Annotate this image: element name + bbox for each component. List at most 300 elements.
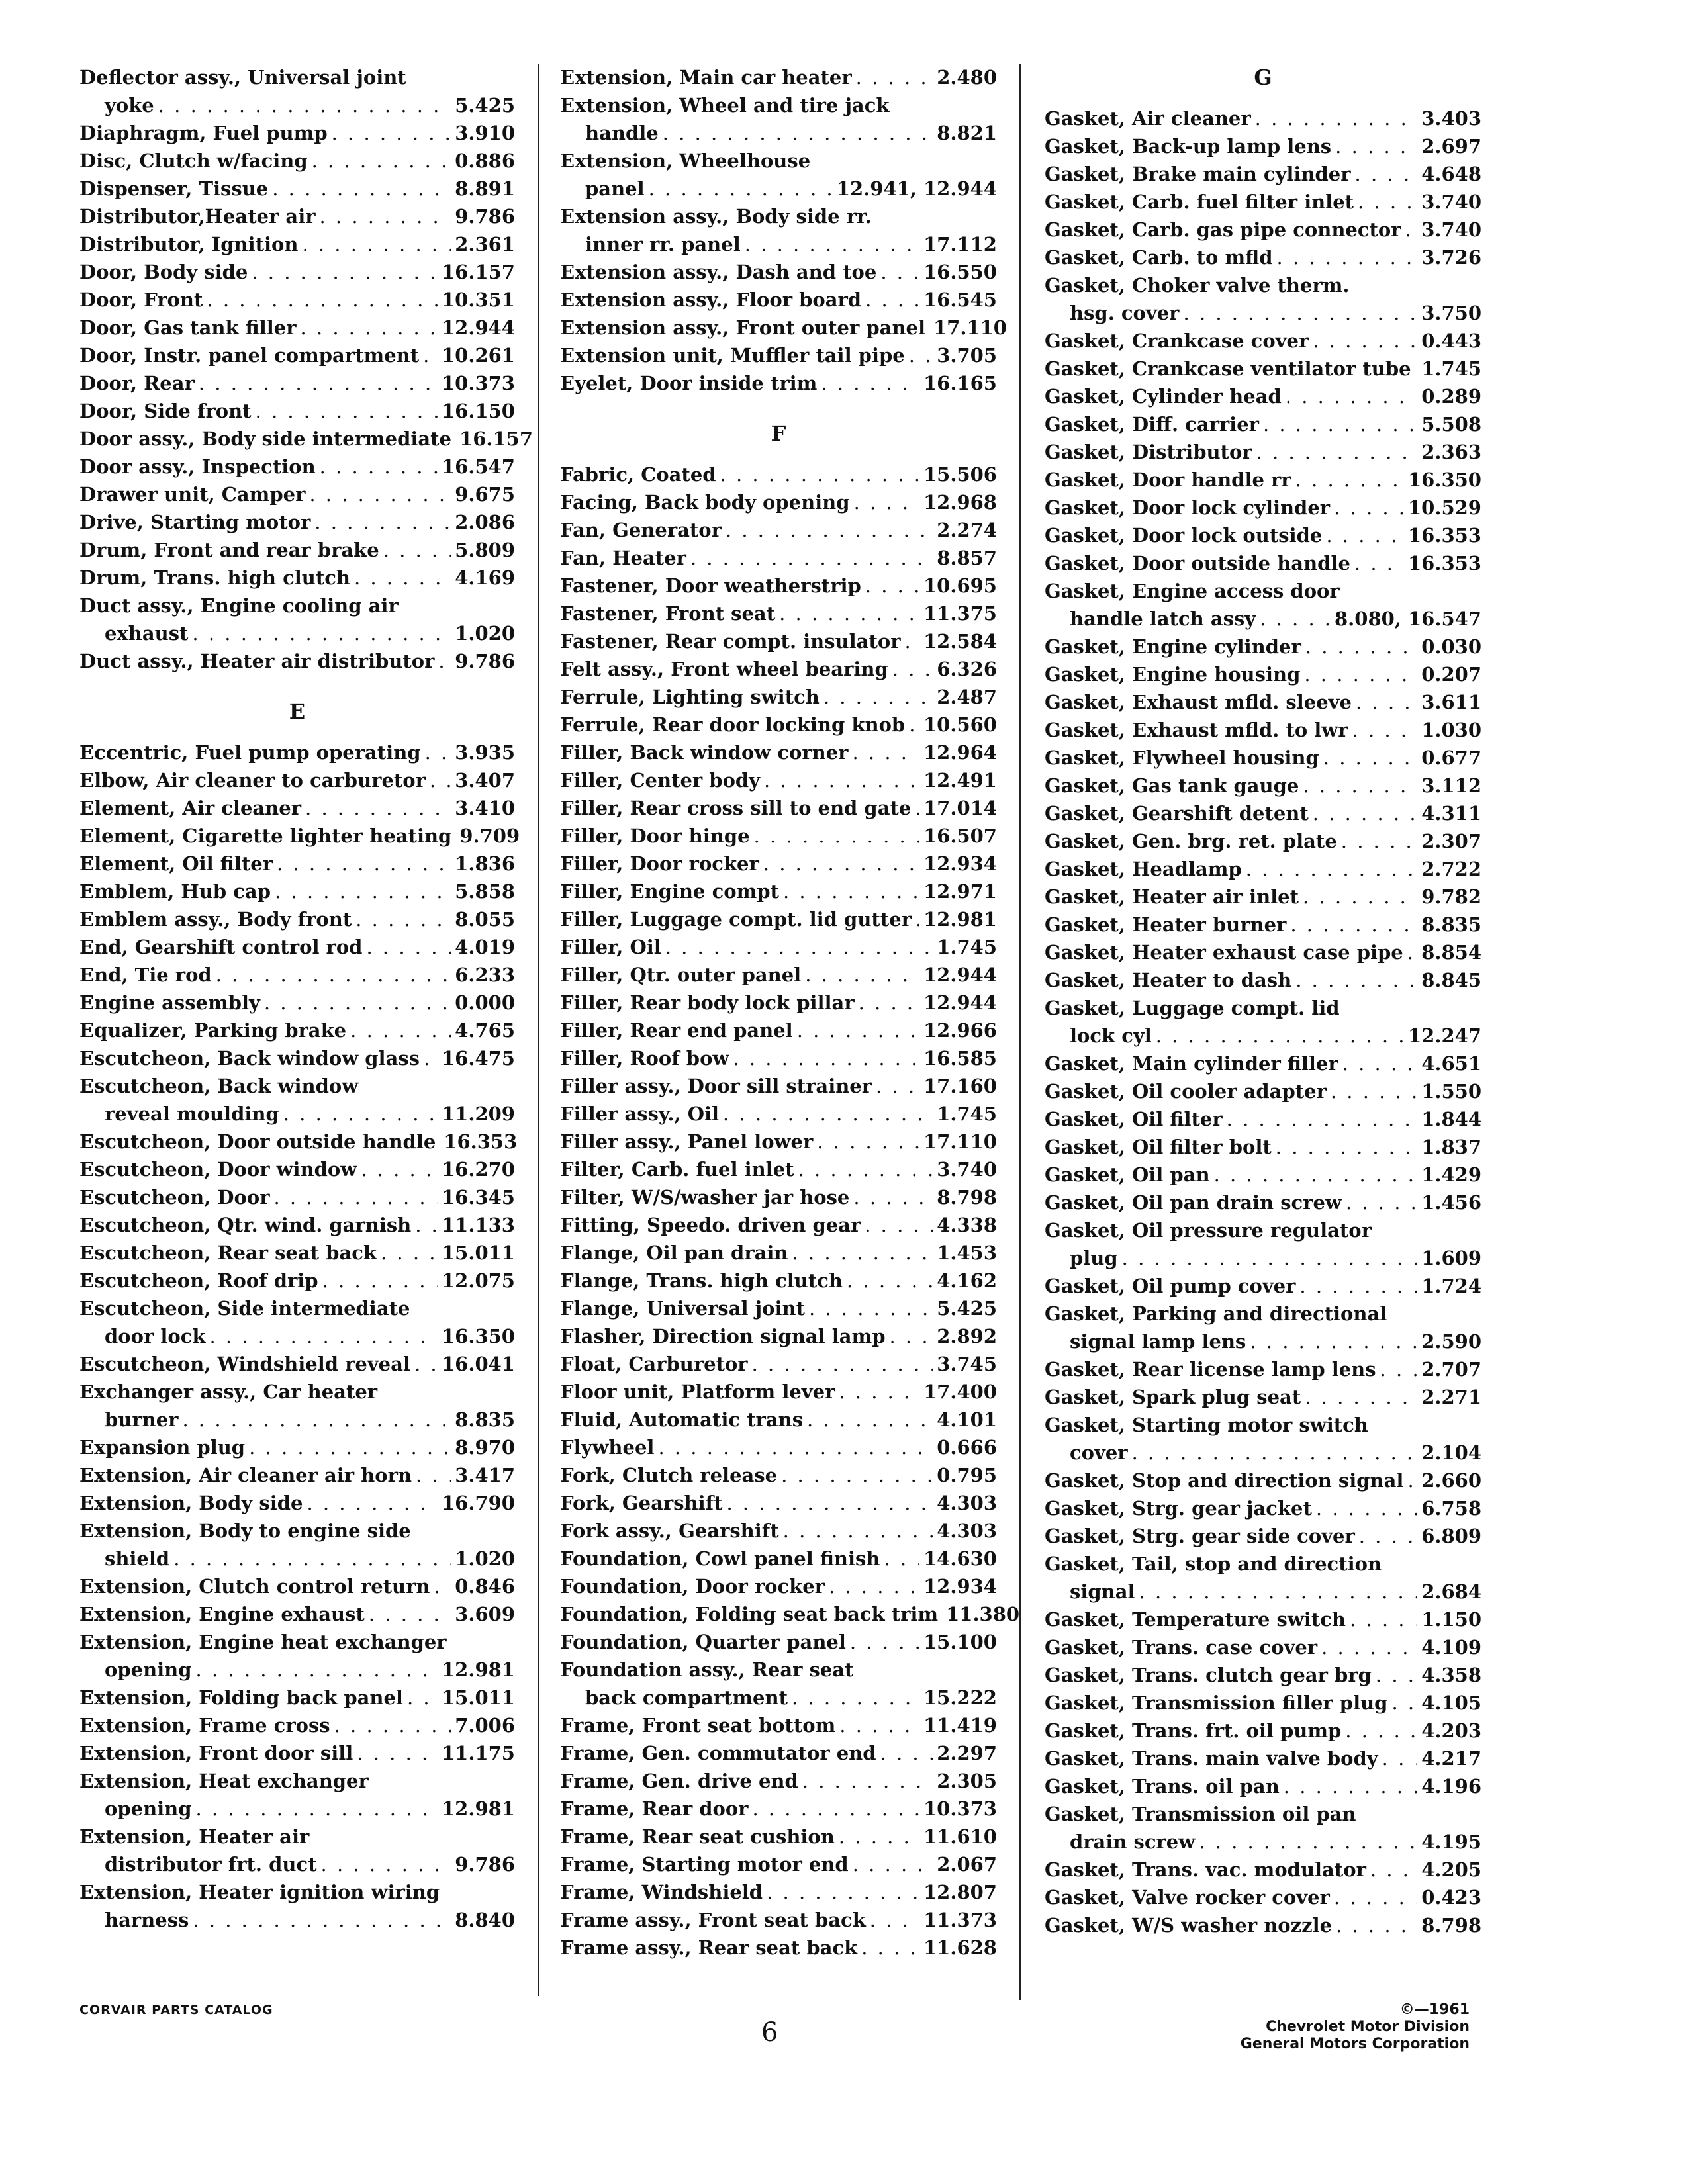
dot-leader — [1376, 1661, 1417, 1689]
dot-leader — [192, 619, 451, 647]
entry-name: Filler assy., Panel lower — [560, 1130, 814, 1153]
entry-part-number: 4.105 — [1421, 1692, 1481, 1714]
dot-leader — [424, 1044, 438, 1072]
entry-part-number: 4.358 — [1421, 1664, 1481, 1686]
dot-leader — [1407, 1467, 1417, 1494]
entry-name: Escutcheon, Door — [79, 1186, 270, 1208]
dot-leader — [309, 480, 451, 508]
entry-part-number: 12.964 — [923, 741, 997, 764]
entry-name: handle — [585, 122, 659, 144]
entry-name: Gasket, Strg. gear jacket — [1045, 1497, 1312, 1520]
entry-name: Escutcheon, Roof drip — [79, 1269, 318, 1292]
entry-part-number: 3.750 — [1421, 302, 1481, 324]
index-entry — [560, 711, 997, 739]
index-entry — [79, 1072, 515, 1100]
entry-part-number: 11.628 — [923, 1936, 997, 1959]
index-entry — [1045, 966, 1481, 994]
dot-leader — [274, 1183, 438, 1211]
dot-leader — [334, 1711, 451, 1739]
entry-name: Extension, Heat exchanger — [79, 1770, 369, 1792]
index-entry — [1045, 216, 1481, 244]
index-entry — [1045, 911, 1481, 938]
entry-name: reveal moulding — [105, 1103, 279, 1125]
dot-leader — [817, 1128, 919, 1156]
dot-leader — [415, 1211, 438, 1239]
dot-leader — [870, 1906, 919, 1934]
entry-part-number: 16.157 — [459, 428, 534, 450]
dot-leader — [792, 1239, 933, 1267]
dot-leader — [1313, 799, 1417, 827]
index-entry — [560, 1461, 997, 1489]
dot-leader — [723, 1100, 933, 1128]
entry-name: Fastener, Front seat — [560, 602, 776, 625]
entry-part-number: 2.274 — [937, 519, 997, 541]
dot-leader — [321, 1850, 451, 1878]
entry-name: Gasket, Carb. gas pipe connector — [1045, 218, 1401, 241]
index-entry — [79, 1044, 515, 1072]
dot-leader — [1122, 1244, 1418, 1272]
dot-leader — [423, 341, 438, 369]
dot-leader — [312, 147, 451, 175]
entry-part-number: 1.429 — [1421, 1163, 1481, 1186]
dot-leader — [1370, 1856, 1417, 1884]
index-entry — [1045, 466, 1481, 494]
entry-name: Escutcheon, Back window glass — [79, 1047, 420, 1069]
entry-part-number: 17.400 — [923, 1381, 997, 1403]
entry-name: Door, Rear — [79, 372, 195, 394]
entry-part-number: 16.475 — [442, 1047, 515, 1069]
dot-leader — [438, 647, 451, 675]
index-entry — [1045, 1216, 1481, 1244]
dot-leader — [1358, 188, 1417, 216]
index-entry — [1045, 1133, 1481, 1161]
index-entry — [79, 425, 534, 453]
entry-name: Drum, Front and rear brake — [79, 539, 379, 561]
entry-name: Door, Body side — [79, 261, 248, 283]
dot-leader — [1334, 494, 1404, 522]
entry-name: Gasket, Trans. oil pan — [1045, 1775, 1280, 1797]
dot-leader — [754, 822, 919, 850]
index-entry — [79, 1906, 515, 1934]
entry-part-number: 4.765 — [455, 1019, 515, 1042]
entry-name: Fastener, Rear compt. insulator — [560, 630, 901, 653]
entry-part-number: 8.055 — [455, 908, 515, 931]
entry-part-number: 16.507 — [923, 825, 997, 847]
index-entry — [560, 1823, 997, 1850]
dot-leader — [434, 1572, 451, 1600]
index-entry — [560, 147, 997, 175]
dot-leader — [249, 1433, 451, 1461]
dot-leader — [649, 175, 833, 203]
index-entry — [1045, 244, 1481, 271]
entry-part-number: 2.722 — [1421, 858, 1481, 880]
entry-name: Flange, Oil pan drain — [560, 1242, 788, 1264]
index-entry — [560, 1322, 997, 1350]
entry-name: Elbow, Air cleaner to carburetor — [79, 769, 426, 792]
entry-part-number: 16.545 — [923, 289, 997, 311]
entry-name: Gasket, Cylinder head — [1045, 385, 1282, 408]
index-entry — [560, 1267, 997, 1295]
entry-part-number: 4.196 — [1421, 1775, 1481, 1797]
index-entry — [560, 878, 997, 905]
index-entry — [1045, 132, 1481, 160]
dot-leader — [1350, 1606, 1417, 1633]
dot-leader — [823, 683, 933, 711]
dot-leader — [314, 508, 451, 536]
entry-name: Gasket, Exhaust mfld. to lwr — [1045, 719, 1348, 741]
entry-part-number: 0.289 — [1421, 385, 1481, 408]
index-entry — [560, 1072, 997, 1100]
index-entry — [79, 453, 515, 480]
entry-part-number: 1.020 — [455, 1547, 515, 1570]
dot-leader — [1382, 1745, 1418, 1772]
dot-leader — [884, 1545, 919, 1572]
entry-name: Extension, Body side — [79, 1492, 303, 1514]
dot-leader — [1356, 688, 1417, 716]
dot-leader — [158, 91, 451, 119]
entry-part-number: 8.854 — [1421, 941, 1481, 964]
entry-name: Filter, Carb. fuel inlet — [560, 1158, 794, 1181]
entry-name: Extension, Engine heat exchanger — [79, 1631, 447, 1653]
entry-name: Gasket, Heater air inlet — [1045, 886, 1299, 908]
entry-name: signal — [1070, 1580, 1135, 1603]
entry-part-number: 10.351 — [442, 289, 515, 311]
index-entry — [1045, 1300, 1481, 1328]
entry-name: Facing, Back body opening — [560, 491, 850, 514]
index-entry — [79, 905, 515, 933]
entry-name: Foundation, Cowl panel finish — [560, 1547, 880, 1570]
entry-name: Extension assy., Body side rr. — [560, 205, 872, 228]
entry-part-number: 8.840 — [455, 1909, 515, 1931]
dot-leader — [880, 1739, 933, 1767]
entry-name: Extension assy., Floor board — [560, 289, 862, 311]
entry-part-number: 15.011 — [442, 1686, 515, 1709]
entry-name: Emblem assy., Body front — [79, 908, 352, 931]
entry-name: Gasket, Door outside handle — [1045, 552, 1350, 574]
entry-name: Frame, Gen. commutator end — [560, 1742, 876, 1764]
entry-name: Gasket, Strg. gear side cover — [1045, 1525, 1355, 1547]
dot-leader — [1331, 1077, 1417, 1105]
dot-leader — [272, 175, 451, 203]
entry-name: Gasket, Starting motor switch — [1045, 1414, 1368, 1436]
index-entry — [1045, 1633, 1481, 1661]
index-entry — [1045, 744, 1481, 772]
dot-leader — [733, 1044, 919, 1072]
entry-name: Gasket, Oil cooler adapter — [1045, 1080, 1327, 1103]
dot-leader — [1355, 160, 1418, 188]
index-entry — [1045, 160, 1481, 188]
dot-leader — [216, 961, 451, 989]
page-number: 6 — [761, 2017, 778, 2048]
index-entry — [1045, 1244, 1481, 1272]
index-entry — [79, 1656, 515, 1684]
entry-name: Escutcheon, Windshield reveal — [79, 1353, 410, 1375]
index-entry — [79, 989, 515, 1017]
index-entry — [1045, 577, 1481, 605]
index-entry — [79, 766, 515, 794]
entry-part-number: 3.740 — [1421, 191, 1481, 213]
entry-name: Door assy., Body side intermediate — [79, 428, 452, 450]
dot-leader — [1405, 216, 1418, 244]
index-entry — [560, 1044, 997, 1072]
entry-name: Emblem, Hub cap — [79, 880, 271, 903]
dot-leader — [193, 1906, 451, 1934]
entry-name: Extension, Engine exhaust — [79, 1603, 365, 1625]
entry-name: hsg. cover — [1070, 302, 1180, 324]
entry-part-number: 16.585 — [923, 1047, 997, 1069]
index-entry — [79, 1378, 515, 1406]
index-entry — [560, 794, 997, 822]
index-entry — [79, 822, 520, 850]
dot-leader — [1303, 883, 1417, 911]
dot-leader — [720, 461, 919, 488]
catalog-footer-title: CORVAIR PARTS CATALOG — [79, 2003, 273, 2017]
index-entry — [1045, 855, 1481, 883]
dot-leader — [892, 655, 933, 683]
dot-leader — [1352, 716, 1418, 744]
entry-name: Door assy., Inspection — [79, 455, 316, 478]
index-entry — [560, 1628, 997, 1656]
entry-name: Deflector assy., Universal joint — [79, 66, 406, 89]
dot-leader — [1326, 522, 1404, 549]
entry-name: Extension, Body to engine side — [79, 1520, 411, 1542]
entry-part-number: 0.846 — [455, 1575, 515, 1598]
entry-name: Filler assy., Door sill strainer — [560, 1075, 872, 1097]
dot-leader — [904, 627, 919, 655]
index-entry — [79, 258, 515, 286]
entry-part-number: 2.297 — [937, 1742, 997, 1764]
entry-name: distributor frt. duct — [105, 1853, 317, 1876]
dot-leader — [209, 1322, 438, 1350]
entry-name: Filler, Door hinge — [560, 825, 750, 847]
dot-leader — [383, 536, 451, 564]
index-entry — [79, 1183, 515, 1211]
dot-leader — [1290, 911, 1417, 938]
index-entry — [1045, 1772, 1481, 1800]
entry-name: Fork, Clutch release — [560, 1464, 778, 1486]
dot-leader — [690, 544, 933, 572]
index-entry — [560, 230, 997, 258]
entry-name: inner rr. panel — [585, 233, 741, 255]
entry-part-number: 2.067 — [937, 1853, 997, 1876]
index-entry — [79, 230, 515, 258]
entry-part-number: 3.417 — [455, 1464, 515, 1486]
entry-part-number: 4.311 — [1421, 802, 1481, 825]
index-entry — [560, 286, 997, 314]
entry-part-number: 14.630 — [923, 1547, 997, 1570]
entry-name: Gasket, Door handle rr — [1045, 469, 1291, 491]
index-column-2 — [560, 64, 1020, 1962]
index-entry — [79, 508, 515, 536]
index-entry — [560, 1684, 997, 1711]
index-entry — [1045, 605, 1481, 633]
entry-name: Gasket, Luggage compt. lid — [1045, 997, 1340, 1019]
index-entry — [79, 175, 515, 203]
index-column-3 — [1045, 64, 1481, 1939]
dot-leader — [1321, 1633, 1417, 1661]
index-entry — [560, 1711, 997, 1739]
index-entry — [79, 1684, 515, 1711]
dot-leader — [865, 572, 919, 600]
entry-part-number: 11.209 — [442, 1103, 515, 1125]
entry-name: Gasket, Crankcase ventilator tube — [1045, 357, 1411, 380]
entry-name: Escutcheon, Rear seat back — [79, 1242, 377, 1264]
entry-name: Filler, Roof bow — [560, 1047, 729, 1069]
entry-part-number: 12.968 — [923, 491, 997, 514]
entry-name: Gasket, Oil filter bolt — [1045, 1136, 1272, 1158]
entry-part-number: 2.660 — [1421, 1469, 1481, 1492]
entry-part-number: 17.112 — [923, 233, 997, 255]
entry-name: opening — [105, 1659, 192, 1681]
entry-name: Gasket, Heater burner — [1045, 913, 1287, 936]
entry-name: plug — [1070, 1247, 1118, 1269]
index-entry — [79, 1156, 515, 1183]
index-entry — [1045, 1467, 1481, 1494]
dot-leader — [890, 1322, 933, 1350]
entry-name: Filler, Rear end panel — [560, 1019, 793, 1042]
index-entry — [560, 119, 997, 147]
entry-name: Drive, Starting motor — [79, 511, 311, 533]
dot-leader — [865, 286, 919, 314]
index-entry — [1045, 105, 1481, 132]
entry-name: Gasket, Flywheel housing — [1045, 747, 1319, 769]
entry-part-number: 16.547 — [442, 455, 515, 478]
index-entry — [1045, 410, 1481, 438]
dot-leader — [809, 1295, 933, 1322]
dot-leader — [909, 341, 933, 369]
column-divider-left — [538, 64, 539, 1996]
entry-name: Gasket, Tail, stop and direction — [1045, 1553, 1382, 1575]
entry-name: Gasket, Oil filter — [1045, 1108, 1223, 1130]
index-entry — [79, 480, 515, 508]
index-entry — [560, 600, 997, 627]
dot-leader — [859, 989, 919, 1017]
entry-part-number: 12.247 — [1408, 1024, 1481, 1047]
dot-leader — [252, 258, 438, 286]
entry-part-number: 6.809 — [1421, 1525, 1481, 1547]
entry-part-number: 11.380 — [946, 1603, 1020, 1625]
entry-name: Gasket, Engine cylinder — [1045, 635, 1301, 658]
index-entry — [560, 683, 997, 711]
index-entry — [79, 1267, 515, 1295]
entry-name: signal lamp lens — [1070, 1330, 1246, 1353]
dot-leader — [839, 1378, 919, 1406]
entry-name: Frame, Rear seat cushion — [560, 1825, 835, 1848]
entry-name: panel — [585, 177, 645, 200]
dot-leader — [663, 119, 933, 147]
index-entry — [79, 1100, 515, 1128]
entry-part-number: 3.726 — [1421, 246, 1481, 269]
entry-part-number: 4.203 — [1421, 1719, 1481, 1742]
dot-leader — [1305, 1383, 1417, 1411]
index-entry — [79, 1017, 515, 1044]
dot-leader — [1316, 1494, 1417, 1522]
entry-name: Gasket, Oil pan drain screw — [1045, 1191, 1342, 1214]
entry-name: Gasket, Rear license lamp lens — [1045, 1358, 1376, 1381]
entry-part-number: 2.684 — [1421, 1580, 1481, 1603]
entry-name: Gasket, Oil pressure regulator — [1045, 1219, 1372, 1242]
index-entry — [560, 1239, 997, 1267]
index-entry — [1045, 1578, 1481, 1606]
entry-name: Gasket, Crankcase cover — [1045, 330, 1309, 352]
index-entry — [79, 1795, 515, 1823]
section-letter-heading: E — [289, 699, 306, 724]
dot-leader — [880, 258, 919, 286]
entry-part-number: 8.798 — [1421, 1914, 1481, 1936]
index-entry — [1045, 1911, 1481, 1939]
entry-part-number: 8.970 — [455, 1436, 515, 1459]
dot-leader — [1227, 1105, 1418, 1133]
index-entry — [560, 369, 997, 397]
entry-part-number: 12.584 — [923, 630, 997, 653]
entry-part-number: 2.305 — [937, 1770, 997, 1792]
entry-part-number: 4.195 — [1421, 1831, 1481, 1853]
dot-leader — [876, 1072, 919, 1100]
index-entry — [79, 203, 515, 230]
entry-part-number: 0.666 — [937, 1436, 997, 1459]
entry-name: Exchanger assy., Car heater — [79, 1381, 378, 1403]
dot-leader — [783, 1517, 933, 1545]
index-entry — [1045, 883, 1481, 911]
dot-leader — [283, 1100, 438, 1128]
index-entry — [1045, 494, 1481, 522]
entry-part-number: 2.707 — [1421, 1358, 1481, 1381]
dot-leader — [1342, 1050, 1418, 1077]
entry-name: Extension assy., Dash and toe — [560, 261, 877, 283]
dot-leader — [727, 1489, 933, 1517]
index-entry — [79, 1823, 515, 1850]
entry-name: Gasket, Choker valve therm. — [1045, 274, 1350, 296]
index-entry — [560, 1739, 997, 1767]
entry-name: Equalizer, Parking brake — [79, 1019, 347, 1042]
dot-leader — [173, 1545, 451, 1572]
entry-part-number: 1.745 — [937, 1103, 997, 1125]
entry-name: Gasket, Parking and directional — [1045, 1302, 1387, 1325]
index-entry — [560, 91, 997, 119]
entry-name: Extension, Air cleaner air horn — [79, 1464, 412, 1486]
index-entry — [560, 1017, 997, 1044]
entry-part-number: 1.550 — [1421, 1080, 1481, 1103]
entry-name: Extension assy., Front outer panel — [560, 316, 925, 339]
entry-part-number: 1.745 — [1421, 357, 1481, 380]
entry-name: Dispenser, Tissue — [79, 177, 269, 200]
dot-leader — [306, 1489, 438, 1517]
entry-name: yoke — [105, 94, 154, 116]
index-entry — [79, 91, 515, 119]
index-entry — [1045, 327, 1481, 355]
index-entry — [79, 1211, 515, 1239]
entry-name: Extension, Heater ignition wiring — [79, 1881, 440, 1903]
entry-name: Frame, Windshield — [560, 1881, 763, 1903]
index-entry — [560, 1211, 997, 1239]
dot-leader — [779, 600, 919, 627]
entry-part-number: 3.935 — [455, 741, 515, 764]
index-entry — [1045, 355, 1481, 383]
index-entry — [79, 592, 515, 619]
index-entry — [560, 1350, 997, 1378]
entry-name: Extension unit, Muffler tail pipe — [560, 344, 905, 367]
index-entry — [79, 878, 515, 905]
index-entry — [79, 933, 515, 961]
entry-part-number: 0.030 — [1421, 635, 1481, 658]
entry-part-number: 8.821 — [937, 122, 997, 144]
index-entry — [1045, 660, 1481, 688]
entry-part-number: 6.326 — [937, 658, 997, 680]
dot-leader — [665, 933, 933, 961]
dot-leader — [763, 850, 919, 878]
dot-leader — [1336, 1911, 1417, 1939]
entry-name: Filler, Door rocker — [560, 852, 759, 875]
